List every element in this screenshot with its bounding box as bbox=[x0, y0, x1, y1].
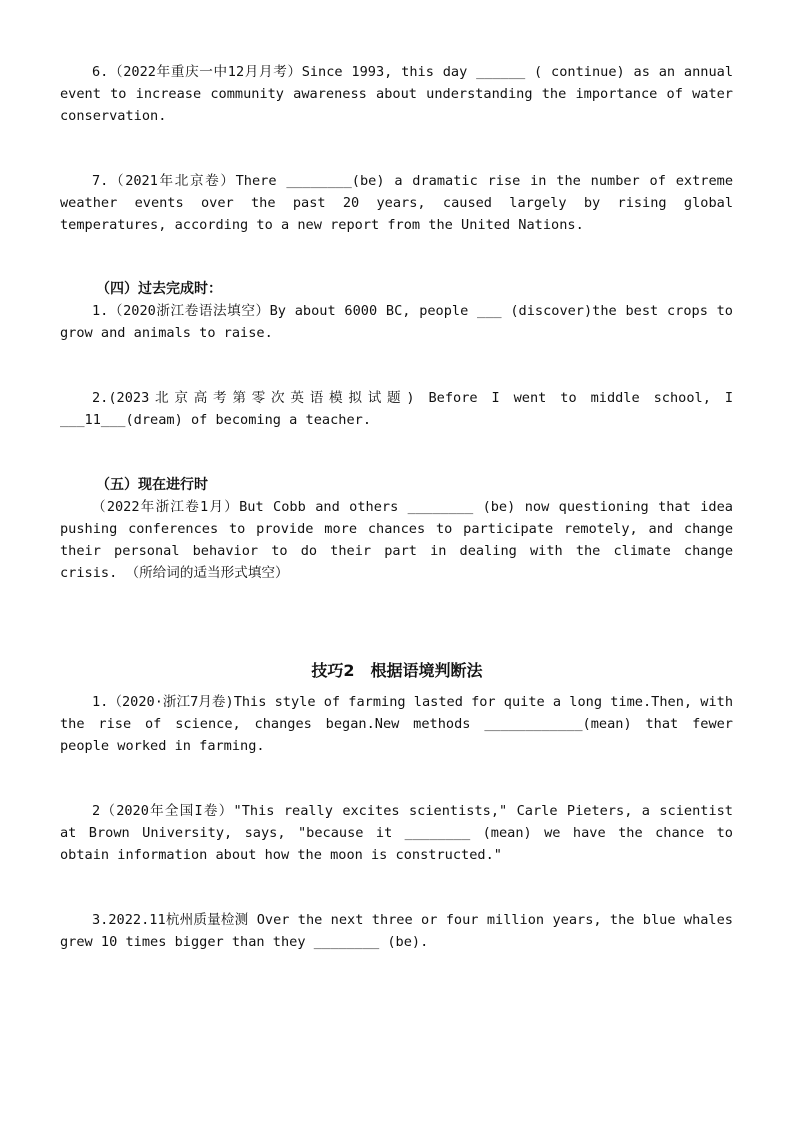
question-7: 7.（2021年北京卷）There ________(be) a dramatic rise in the number of extreme weather events over the past 20 years, caused largely by rising global temperatures, according to a new report from the United Nations. bbox=[60, 173, 733, 233]
past-perfect-question-1: 1.（2020浙江卷语法填空）By about 6000 BC, people ___ (discover)the best crops to grow and animals to raise. bbox=[60, 303, 733, 341]
tip-2-question-2: 2（2020年全国I卷）"This really excites scientists," Carle Pieters, a scientist at Brown University, says, "because it ________ (mean) we have the chance to obtain information about how the moon is constructed." bbox=[60, 803, 733, 863]
section-heading-past-perfect: （四）过去完成时： bbox=[96, 281, 222, 297]
section-heading-present-continuous: （五）现在进行时 bbox=[96, 477, 208, 493]
present-continuous-question: （2022年浙江卷1月）But Cobb and others ________ (be) now questioning that idea pushing conferences to provide more chances to participate remotely, and change their personal behavior to do their part in dealing with the climate change crisis. （所给词的适当形式填空） bbox=[60, 499, 733, 581]
tip-2-question-1: 1.（2020·浙江7月卷)This style of farming lasted for quite a long time.Then, with the rise of science, changes began.New methods ____________(mean) that fewer people worked in farming. bbox=[60, 694, 733, 754]
tip-2-title: 技巧2 根据语境判断法 bbox=[311, 661, 483, 680]
tip-2-question-3: 3.2022.11杭州质量检测 Over the next three or four million years, the blue whales grew 10 times bigger than they ________ (be). bbox=[60, 912, 733, 950]
question-6: 6.（2022年重庆一中12月月考）Since 1993, this day ______ ( continue) as an annual event to increase community awareness about understanding the importance of water conservation. bbox=[60, 64, 733, 124]
past-perfect-question-2: 2.(2023北京高考第零次英语模拟试题) Before I went to middle school, I ___11___(dream) of becoming a teacher. bbox=[60, 390, 733, 428]
